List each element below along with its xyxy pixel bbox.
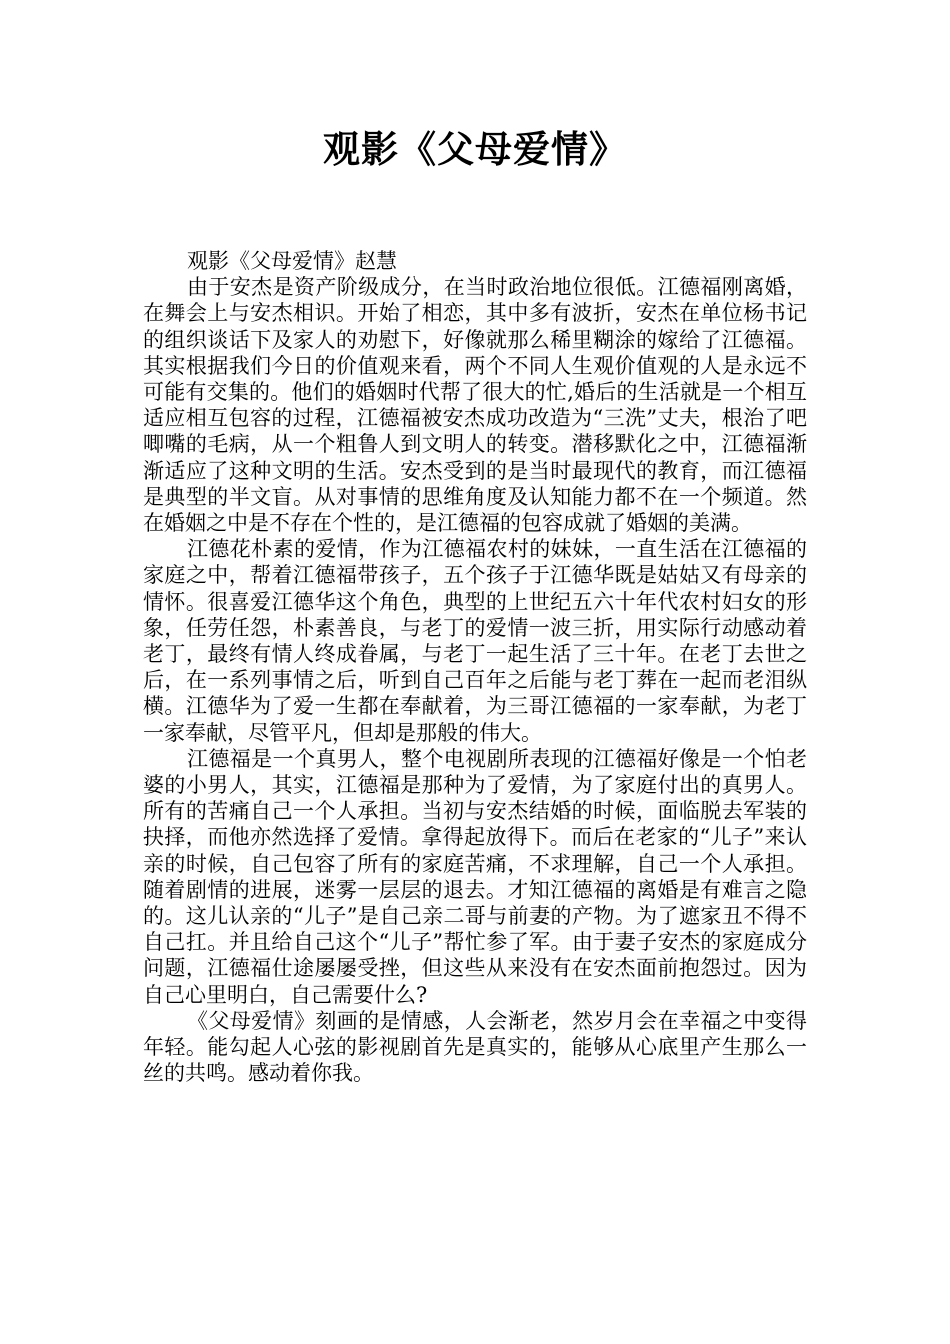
byline: 观影《父母爱情》赵慧 bbox=[187, 249, 397, 273]
paragraph-2: 江德花朴素的爱情，作为江德福农村的妹妹，一直生活在江德福的家庭之中，帮着江德福带孩子，五个孩子于江德华既是姑姑又有母亲的情怀。很喜爱江德华这个角色，典型的上世纪五六十年代农村妇女的形象，任劳任怨，朴素善良，与老丁的爱情一波三折，用实际行动感动着老丁，最终有情人终成眷属，与老丁一起生活了三十年。在老丁去世之后，在一系列事情之后，听到自己百年之后能与老丁葬在一起而老泪纵横。江德华为了爱一生都在奉献着，为三哥江德福的一家奉献，为老丁一家奉献，尽管平凡，但却是那般的伟大。 bbox=[143, 537, 807, 745]
document-body bbox=[143, 248, 807, 1087]
paragraph-3: 江德福是一个真男人，整个电视剧所表现的江德福好像是一个怕老婆的小男人，其实，江德福是那种为了爱情，为了家庭付出的真男人。所有的苦痛自己一个人承担。当初与安杰结婚的时候，面临脱去军装的抉择，而他亦然选择了爱情。拿得起放得下。而后在老家的“儿子”来认亲的时候，自己包容了所有的家庭苦痛，不求理解，自己一个人承担。随着剧情的进展，迷雾一层层的退去。才知江德福的离婚是有难言之隐的。这儿认亲的“儿子”是自己亲二哥与前妻的产物。为了遮家丑不得不自己扛。并且给自己这个“儿子”帮忙参了军。由于妻子安杰的家庭成分问题，江德福仕途屡屡受挫，但这些从来没有在安杰面前抱怨过。因为自己心里明白，自己需要什么? bbox=[143, 746, 807, 1007]
paragraph-4: 《父母爱情》刻画的是情感，人会渐老，然岁月会在幸福之中变得年轻。能勾起人心弦的影视剧首先是真实的，能够从心底里产生那么一丝的共鸣。感动着你我。 bbox=[143, 1008, 807, 1086]
paragraph-1: 由于安杰是资产阶级成分，在当时政治地位很低。江德福刚离婚，在舞会上与安杰相识。开始了相恋，其中多有波折，安杰在单位杨书记的组织谈话下及家人的劝慰下，好像就那么稀里糊涂的嫁给了江德福。其实根据我们今日的价值观来看，两个不同人生观价值观的人是永远不可能有交集的。他们的婚姻时代帮了很大的忙,婚后的生活就是一个相互适应相互包容的过程，江德福被安杰成功改造为“三洗”丈夫，根治了吧唧嘴的毛病，从一个粗鲁人到文明人的转变。潜移默化之中，江德福渐渐适应了这种文明的生活。安杰受到的是当时最现代的教育，而江德福是典型的半文盲。从对事情的思维角度及认知能力都不在一个频道。然在婚姻之中是不存在个性的，是江德福的包容成就了婚姻的美满。 bbox=[143, 275, 807, 536]
document-title: 观影《父母爱情》 bbox=[323, 128, 627, 171]
